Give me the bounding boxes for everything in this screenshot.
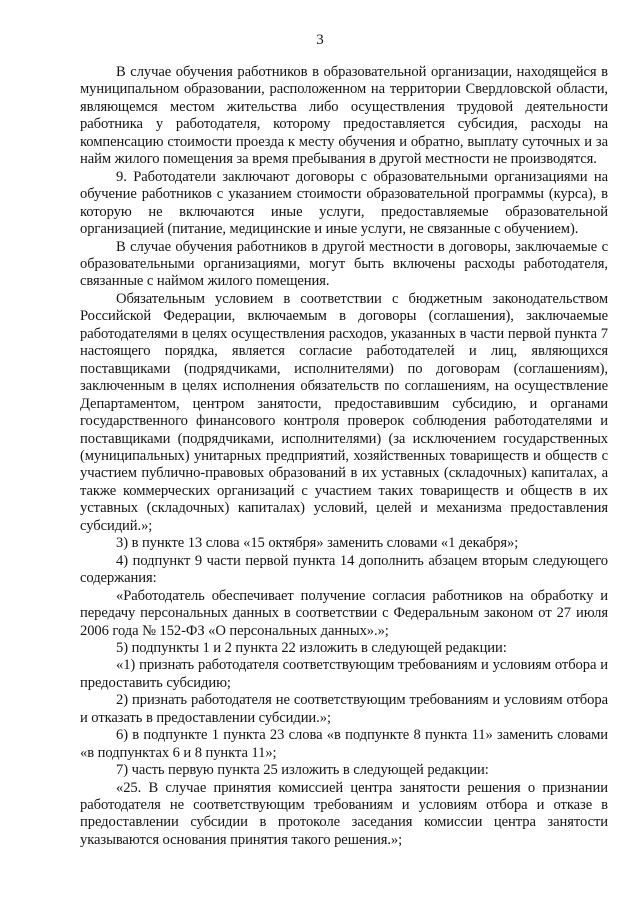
- paragraph-subitem-1: «1) признать работодателя соответствующим требованиям и условиям отбора и предоставить субсидию;: [80, 657, 608, 691]
- paragraph-amendment-4: 4) подпункт 9 части первой пункта 14 дополнить абзацем вторым следующего содержания:: [80, 552, 608, 587]
- paragraph-item-25: «25. В случае принятия комиссией центра занятости решения о признании работодателя не соответствующим требованиям и условиям отбора и отказе в предоставлении субсидии в протоколе заседания комиссии центра занятости указываются основания принятия такого решения.»;: [80, 779, 608, 848]
- paragraph-other-locality: В случае обучения работников в другой местности в договоры, заключаемые с образовательными организациями, могут быть включены расходы работодателя, связанные с наймом жилого помещения.: [80, 238, 608, 290]
- paragraph-amendment-6: 6) в подпункте 1 пункта 23 слова «в подпункте 8 пункта 11» заменить словами «в подпунктах 6 и 8 пункта 11»;: [80, 727, 608, 761]
- page-number: 3: [316, 32, 324, 48]
- paragraph-item-9: 9. Работодатели заключают договоры с образовательными организациями на обучение работников с указанием стоимости образовательной программы (курса), в которую не включаются иные услуги, предоставляемые образовательной организацией (питание, медицинские и иные услуги, не связанные с обучением).: [80, 168, 608, 238]
- document-body: [80, 64, 608, 849]
- paragraph-subitem-2: 2) признать работодателя не соответствующим требованиям и условиям отбора и отказать в предоставлении субсидии.»;: [80, 692, 608, 726]
- paragraph-amendment-3: 3) в пункте 13 слова «15 октября» заменить словами «1 декабря»;: [116, 535, 519, 552]
- paragraph-mandatory-condition: Обязательным условием в соответствии с бюджетным законодательством Российской Федерации, включаемым в договоры (соглашения), заключаемые работодателями в целях осуществления расходов, указанных в части первой пункта 7 настоящего порядка, является согласие работодателей и лиц, являющихся поставщиками (подрядчиками, исполнителями) по договорам (соглашениям), заключенным в целях исполнения обязательств по соглашениям, на осуществление Департаментом, центром занятости, предоставившим субсидию, и органами государственного финансового контроля проверок соблюдения работодателями и поставщиками (подрядчиками, исполнителями) (за исключением государственных (муниципальных) унитарных предприятий, хозяйственных товариществ и обществ с участием публично-правовых образований в их уставных (складочных) капиталах, а также коммерческих организаций с участием таких товариществ и обществ в их уставных (складочных) капиталах) условий, целей и механизма предоставления субсидий.»;: [80, 290, 608, 534]
- paragraph-travel-expenses: В случае обучения работников в образовательной организации, находящейся в муниципальном образовании, расположенном на территории Свердловской области, являющемся местом жительства либо осуществления трудовой деятельности работника у работодателя, которому предоставляется субсидия, расходы на компенсацию стоимости проезда к месту обучения и обратно, выплату суточных и за найм жилого помещения за время пребывания в другой местности не производятся.: [80, 64, 608, 168]
- paragraph-amendment-5: 5) подпункты 1 и 2 пункта 22 изложить в следующей редакции:: [116, 639, 507, 656]
- paragraph-personal-data-consent: «Работодатель обеспечивает получение согласия работников на обработку и передачу персональных данных в соответствии с Федеральным законом от 27 июля 2006 года № 152-ФЗ «О персональных данных».»;: [80, 587, 608, 639]
- paragraph-amendment-7: 7) часть первую пункта 25 изложить в следующей редакции:: [116, 762, 489, 779]
